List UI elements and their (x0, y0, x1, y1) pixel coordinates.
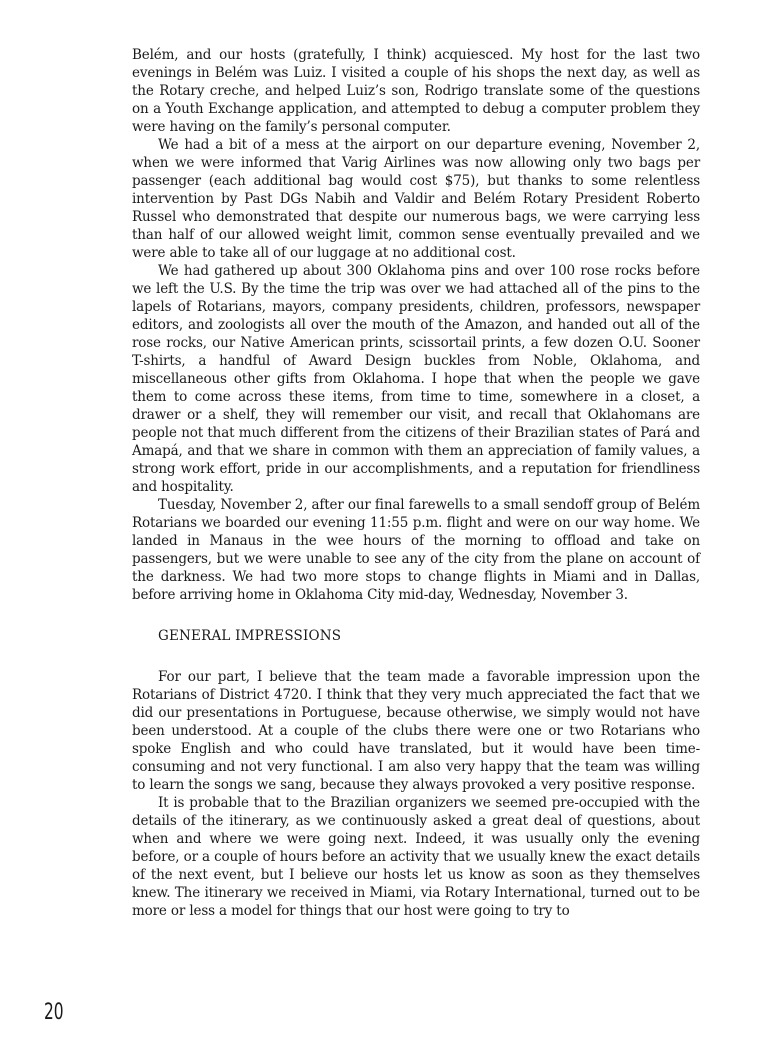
paragraph-return-flight: Tuesday, November 2, after our final farewells to a small sendoff group of Belém Rotarians we boarded our evening 11:55 p.m. flight and were on our way home. We landed in Manaus in the wee hours of the morning to offload and take on passengers, but we were unable to see any of the city from the plane on account of the darkness. We had two more stops to change flights in Miami and in Dallas, before arriving home in Oklahoma City mid-day, Wednesday, November 3. (132, 497, 700, 603)
paragraph-airport-baggage: We had a bit of a mess at the airport on our departure evening, November 2, when we were informed that Varig Airlines was now allowing only two bags per passenger (each additional bag would cost $75), but thanks to some relentless intervention by Past DGs Nabih and Valdir and Belém Rotary President Roberto Russel who demonstrated that despite our numerous bags, we were carrying less than half of our allowed weight limit, common sense eventually prevailed and we were able to take all of our luggage at no additional cost. (132, 137, 700, 261)
paragraph-belem-host: Belém, and our hosts (gratefully, I think) acquiesced. My host for the last two evenings in Belém was Luiz. I visited a couple of his shops the next day, as well as the Rotary creche, and helped Luiz’s son, Rodrigo translate some of the questions on a Youth Exchange application, and attempted to debug a computer problem they were having on the family’s personal computer. (132, 47, 700, 135)
section-heading: GENERAL IMPRESSIONS (158, 628, 342, 644)
paragraph-itinerary: It is probable that to the Brazilian organizers we seemed pre-occupied with the details of the itinerary, as we continuously asked a great deal of questions, about when and where we were going next. Indeed, it was usually only the evening before, or a couple of hours before an activity that we usually knew the exact details of the next event, but I believe our hosts let us know as soon as they themselves knew. The itinerary we received in Miami, via Rotary International, turned out to be more or less a model for things that our host were going to try to (132, 795, 700, 919)
paragraph-team-impression: For our part, I believe that the team made a favorable impression upon the Rotarians of District 4720. I think that they very much appreciated the fact that we did our presentations in Portuguese, because otherwise, we simply would not have been understood. At a couple of the clubs there were one or two Rotarians who spoke English and who could have translated, but it would have been time-consuming and not very functional. I am also very happy that the team was willing to learn the songs we sang, because they always provoked a very positive response. (132, 669, 700, 793)
page-number: 20 (44, 1000, 64, 1025)
body-text (132, 46, 700, 920)
paragraph-gifts: We had gathered up about 300 Oklahoma pins and over 100 rose rocks before we left the U.S. By the time the trip was over we had attached all of the pins to the lapels of Rotarians, mayors, company presidents, children, professors, newspaper editors, and zoologists all over the mouth of the Amazon, and handed out all of the rose rocks, our Native American prints, scissortail prints, a few dozen O.U. Sooner T-shirts, a handful of Award Design buckles from Noble, Oklahoma, and miscellaneous other gifts from Oklahoma. I hope that when the people we gave them to come across these items, from time to time, somewhere in a closet, a drawer or a shelf, they will remember our visit, and recall that Oklahomans are people not that much different from the citizens of their Brazilian states of Pará and Amapá, and that we share in common with them an appreciation of family values, a strong work effort, pride in our accomplishments, and a reputation for friendliness and hospitality. (132, 263, 700, 495)
